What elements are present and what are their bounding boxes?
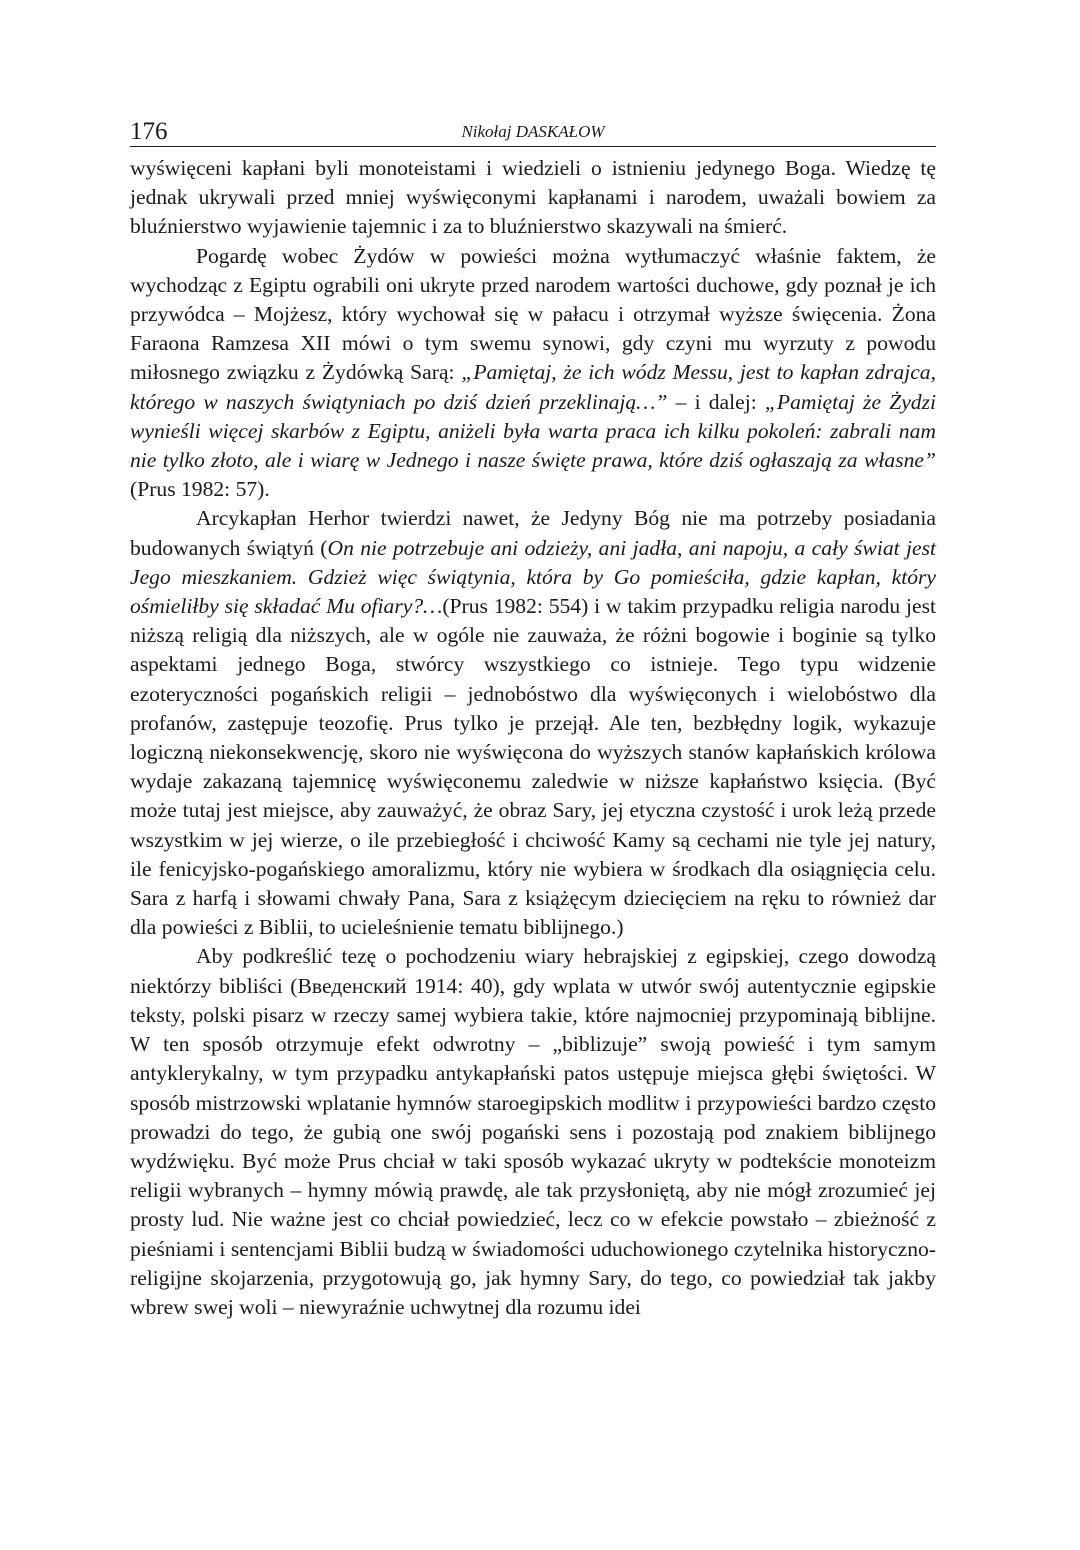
quote-italic: „Pamiętaj, że ich wódz Messu, jest to kapłan zdrajca, którego w naszych świątyniach po dziś dzień przeklinają…” — [130, 360, 936, 414]
text-segment: (Prus 1982: 554) i w takim przypadku religia narodu jest niższą religią dla niższych, ale w ogóle nie zauważa, że różni bogowie i boginie są tylko aspektami jednego Boga, stwórcy wszystkiego co istnieje. Tego typu widzenie ezoteryczności pogańskich religii – jednobóstwo dla wyświęconych i wielobóstwo dla profanów, zastępuje teozofię. Prus tylko je przejął. Ale ten, bezbłędny logik, wykazuje logiczną niekonsekwencję, skoro nie wyświęcona do wyższych stanów kapłańskich królowa wydaje zakazaną tajemnicę wyświęconemu zaledwie w niższe kapłaństwo księcia. (Być może tutaj jest miejsce, aby zauważyć, że obraz Sary, jej etyczna czystość i urok leżą przede wszystkim w jej wierze, o ile przebiegłość i chciwość Kamy są cechami nie tyle jej natury, ile fenicyjsko-pogańskiego amoralizmu, który nie wybiera w środkach dla osiągnięcia celu. Sara z harfą i słowami chwały Pana, Sara z książęcym dziecięciem na ręku to również dar dla powieści z Biblii, to ucieleśnienie tematu biblijnego.) — [130, 594, 936, 940]
page-number: 176 — [130, 118, 168, 145]
document-page — [130, 112, 936, 1322]
text-segment: – i dalej: — [667, 389, 765, 414]
text-segment: Pogardę wobec Żydów w powieści można wytłumaczyć właśnie faktem, że wychodząc z Egiptu ograbili oni ukryte przed narodem wartości duchowe, gdy poznał je ich przywódca – Mojżesz, który wychował się w pałacu i otrzymał wyższe święcenia. Żona Faraona Ramzesa XII mówi o tym swemu synowi, gdy czyni mu wyrzuty z powodu miłosnego związku z Żydówką Sarą: — [130, 243, 936, 385]
running-header — [130, 112, 936, 147]
quote-italic: On nie potrzebuje ani odzieży, ani jadła, ani napoju, a cały świat jest Jego mieszkaniem. Gdzież więc świątynia, która by Go pomieściła, gdzie kapłan, który ośmieliłby się składać Mu ofiary?… — [130, 535, 936, 619]
paragraph — [130, 242, 936, 505]
paragraph — [130, 154, 936, 242]
citation: (Prus 1982: 57). — [130, 477, 270, 502]
body-text — [130, 154, 936, 1322]
text-segment: Aby podkreślić tezę o pochodzeniu wiary hebrajskiej z egipskiej, czego dowodzą niektórzy bibliści (Введенский 1914: 40), gdy wplata w utwór swój autentycznie egipskie teksty, polski pisarz w rzeczy samej wybiera takie, które najmocniej przypominają biblijne. W ten sposób otrzymuje efekt odwrotny – „biblizuje” swoją powieść i tym samym antyklerykalny, w tym przypadku antykapłański patos ustępuje miejsca głębi świętości. W sposób mistrzowski wplatanie hymnów staroegipskich modlitw i przypowieści bardzo często prowadzi do tego, że gubią one swój pogański sens i pozostają pod znakiem biblijnego wydźwięku. Być może Prus chciał w taki sposób wykazać ukryty w podtekście monoteizm religii wybranych – hymny mówią prawdę, ale tak przysłoniętą, aby nie mógł zrozumieć jej prosty lud. Nie ważne jest co chciał powiedzieć, lecz co w efekcie powstało – zbieżność z pieśniami i sentencjami Biblii budzą w świadomości uduchowionego czytelnika historyczno-religijne skojarzenia, przygotowują go, jak hymny Sary, do tego, co powiedział tak jakby wbrew swej woli – niewyraźnie uchwytnej dla rozumu idei — [130, 944, 936, 1319]
quote-italic: „Pamiętaj że Żydzi wynieśli więcej skarbów z Egiptu, aniżeli była warta praca ich kilku pokoleń: zabrali nam nie tylko złoto, ale i wiarę w Jednego i nasze święte prawa, które dziś ogłaszają za własne” — [130, 389, 937, 473]
text-segment: wyświęceni kapłani byli monoteistami i wiedzieli o istnieniu jedynego Boga. Wiedzę tę jednak ukrywali przed mniej wyświęconymi kapłanami i narodem, uważali bowiem za bluźnierstwo wyjawienie tajemnic i za to bluźnierstwo skazywali na śmierć. — [130, 156, 936, 239]
paragraph — [130, 504, 936, 942]
paragraph — [130, 942, 936, 1322]
header-author: Nikołaj DASKAŁOW — [461, 122, 605, 141]
text-segment: Arcykapłan Herhor twierdzi nawet, że Jedyny Bóg nie ma potrzeby posiadania budowanych świątyń ( — [130, 506, 936, 560]
